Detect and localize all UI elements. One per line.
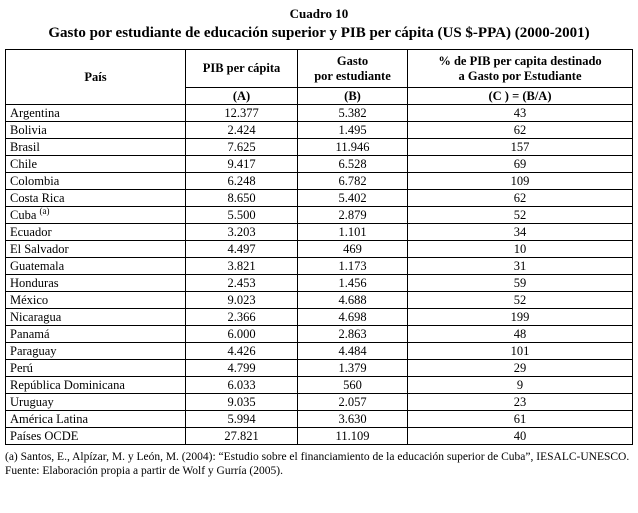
gasto-value: 1.456: [298, 275, 408, 292]
country-cell: [6, 105, 186, 122]
table-row: [6, 394, 633, 411]
country-name: Bolivia: [10, 123, 47, 137]
pib-value: 6.033: [186, 377, 298, 394]
table-row: [6, 207, 633, 224]
gasto-value: 2.863: [298, 326, 408, 343]
pct-value: 10: [408, 241, 633, 258]
header-pct-pib: [408, 50, 633, 88]
country-name: Colombia: [10, 174, 60, 188]
header-gasto-line1: Gasto: [336, 54, 369, 69]
country-cell: [6, 343, 186, 360]
country-name: Chile: [10, 157, 38, 171]
table-row: [6, 326, 633, 343]
pib-value: 2.366: [186, 309, 298, 326]
gasto-value: 6.528: [298, 156, 408, 173]
table-row: [6, 343, 633, 360]
table-row: [6, 258, 633, 275]
pib-value: 2.424: [186, 122, 298, 139]
gasto-value: 4.698: [298, 309, 408, 326]
pct-value: 52: [408, 292, 633, 309]
country-name: Cuba: [10, 208, 40, 222]
pib-value: 4.799: [186, 360, 298, 377]
pct-value: 31: [408, 258, 633, 275]
pct-value: 199: [408, 309, 633, 326]
table-row: [6, 122, 633, 139]
gasto-value: 3.630: [298, 411, 408, 428]
pct-value: 157: [408, 139, 633, 156]
country-cell: [6, 224, 186, 241]
country-name: Honduras: [10, 276, 59, 290]
gasto-value: 11.109: [298, 428, 408, 445]
country-name: América Latina: [10, 412, 89, 426]
table-row: [6, 105, 633, 122]
pct-value: 109: [408, 173, 633, 190]
table-caption-number: Cuadro 10: [289, 6, 349, 21]
pib-value: 3.821: [186, 258, 298, 275]
country-name: República Dominicana: [10, 378, 125, 392]
country-name: México: [10, 293, 49, 307]
country-name: Argentina: [10, 106, 60, 120]
pct-value: 61: [408, 411, 633, 428]
pib-value: 27.821: [186, 428, 298, 445]
country-cell: [6, 207, 186, 224]
country-name: Costa Rica: [10, 191, 65, 205]
country-name: Uruguay: [10, 395, 54, 409]
gasto-value: 469: [298, 241, 408, 258]
pib-value: 6.000: [186, 326, 298, 343]
pct-value: 23: [408, 394, 633, 411]
country-cell: [6, 241, 186, 258]
pib-value: 12.377: [186, 105, 298, 122]
country-cell: [6, 156, 186, 173]
country-name: Nicaragua: [10, 310, 62, 324]
pct-value: 34: [408, 224, 633, 241]
table-row: [6, 292, 633, 309]
header-gasto-por-estudiante: [298, 50, 408, 88]
table-caption-title: Gasto por estudiante de educación superior y PIB per cápita (US $-PPA) (2000-2001): [48, 25, 590, 41]
subheader-c: (C ) = (B/A): [408, 88, 633, 105]
gasto-value: 5.402: [298, 190, 408, 207]
country-cell: [6, 411, 186, 428]
header-gasto-line2: por estudiante: [314, 68, 391, 83]
header-pib-per-capita: PIB per cápita: [186, 50, 298, 88]
pib-value: 4.426: [186, 343, 298, 360]
table-row: [6, 309, 633, 326]
pct-value: 59: [408, 275, 633, 292]
pct-value: 43: [408, 105, 633, 122]
pib-value: 5.500: [186, 207, 298, 224]
pib-value: 6.248: [186, 173, 298, 190]
country-name: Perú: [10, 361, 33, 375]
country-cell: [6, 377, 186, 394]
pct-value: 52: [408, 207, 633, 224]
pct-value: 40: [408, 428, 633, 445]
pib-value: 9.035: [186, 394, 298, 411]
country-cell: [6, 275, 186, 292]
header-row: [6, 50, 633, 88]
country-name: Países OCDE: [10, 429, 79, 443]
country-cell: [6, 258, 186, 275]
footnotes: [5, 451, 633, 478]
country-name: Panamá: [10, 327, 50, 341]
gasto-value: 6.782: [298, 173, 408, 190]
gasto-value: 5.382: [298, 105, 408, 122]
pct-value: 101: [408, 343, 633, 360]
gasto-value: 2.879: [298, 207, 408, 224]
gasto-value: 4.688: [298, 292, 408, 309]
country-cell: [6, 428, 186, 445]
table-row: [6, 224, 633, 241]
footnote-a: (a) Santos, E., Alpízar, M. y León, M. (2004): “Estudio sobre el financiamiento de la educación superior de Cuba”, IESALC-UNESCO.: [5, 451, 630, 463]
table-row: [6, 139, 633, 156]
country-name: Paraguay: [10, 344, 57, 358]
country-cell: [6, 190, 186, 207]
gasto-value: 1.379: [298, 360, 408, 377]
pct-value: 29: [408, 360, 633, 377]
country-name: Guatemala: [10, 259, 65, 273]
gasto-value: 1.101: [298, 224, 408, 241]
country-cell: [6, 122, 186, 139]
pct-value: 62: [408, 122, 633, 139]
header-pais: País: [6, 50, 186, 105]
subheader-b: (B): [298, 88, 408, 105]
table-row: [6, 190, 633, 207]
pct-value: 62: [408, 190, 633, 207]
table-row: [6, 173, 633, 190]
pib-value: 8.650: [186, 190, 298, 207]
pib-value: 9.023: [186, 292, 298, 309]
subheader-a: (A): [186, 88, 298, 105]
table-row: [6, 377, 633, 394]
country-name: Brasil: [10, 140, 40, 154]
table-row: [6, 428, 633, 445]
pib-value: 2.453: [186, 275, 298, 292]
country-cell: [6, 139, 186, 156]
pct-value: 69: [408, 156, 633, 173]
gasto-value: 560: [298, 377, 408, 394]
table-row: [6, 241, 633, 258]
country-cell: [6, 173, 186, 190]
pib-value: 5.994: [186, 411, 298, 428]
table-row: [6, 275, 633, 292]
gasto-value: 1.173: [298, 258, 408, 275]
gasto-value: 11.946: [298, 139, 408, 156]
footnote-source: Fuente: Elaboración propia a partir de Wolf y Gurría (2005).: [5, 464, 283, 477]
pib-value: 4.497: [186, 241, 298, 258]
country-cell: [6, 309, 186, 326]
country-cell: [6, 360, 186, 377]
data-table: [5, 49, 633, 445]
country-cell: [6, 394, 186, 411]
pct-value: 9: [408, 377, 633, 394]
header-pct-line1: % de PIB per capita destinado: [438, 54, 602, 69]
header-pct-line2: a Gasto por Estudiante: [458, 68, 582, 83]
pib-value: 9.417: [186, 156, 298, 173]
table-row: [6, 156, 633, 173]
country-cell: [6, 292, 186, 309]
table-row: [6, 360, 633, 377]
country-cell: [6, 326, 186, 343]
gasto-value: 4.484: [298, 343, 408, 360]
table-row: [6, 411, 633, 428]
gasto-value: 2.057: [298, 394, 408, 411]
country-footnote-marker: (a): [39, 206, 50, 216]
country-name: El Salvador: [10, 242, 69, 256]
pib-value: 3.203: [186, 224, 298, 241]
pib-value: 7.625: [186, 139, 298, 156]
pct-value: 48: [408, 326, 633, 343]
country-name: Ecuador: [10, 225, 52, 239]
gasto-value: 1.495: [298, 122, 408, 139]
